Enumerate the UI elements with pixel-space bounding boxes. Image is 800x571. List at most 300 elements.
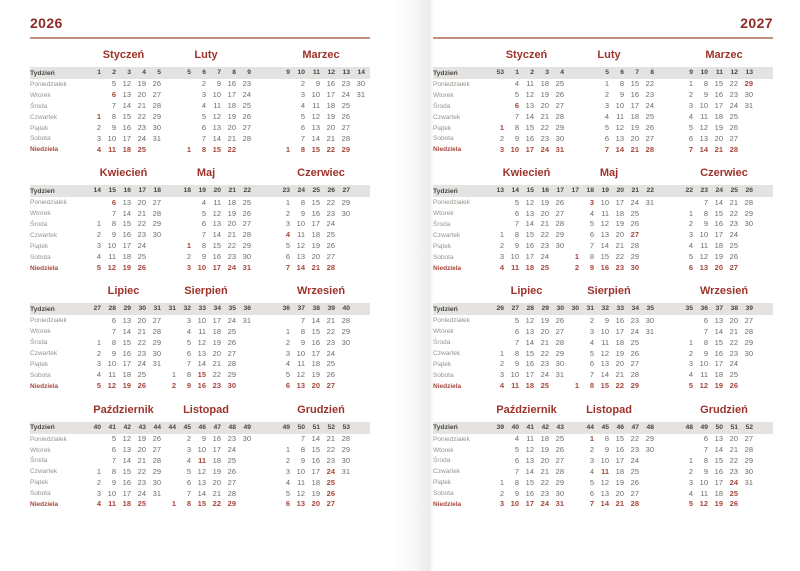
dates-group — [161, 101, 251, 111]
date-cell: 18 — [615, 466, 624, 476]
month-names-row — [433, 285, 773, 298]
date-cell: 14 — [212, 133, 221, 143]
week-number-cell: 42 — [541, 423, 549, 431]
weekday-label: Wtorek — [433, 91, 454, 99]
date-cell: 10 — [615, 101, 624, 111]
date-cell — [738, 370, 753, 380]
week-number-cell: 7 — [217, 69, 221, 76]
date-cell: 26 — [152, 434, 161, 444]
date-cell — [738, 230, 753, 240]
date-cell: 21 — [540, 219, 549, 229]
date-cell: 25 — [137, 370, 146, 380]
dates-group — [564, 370, 654, 380]
dates-group — [86, 230, 161, 240]
date-cell — [236, 145, 251, 155]
week-number-cell: 48 — [228, 423, 236, 431]
weekday-row — [30, 123, 370, 134]
dates-group — [275, 241, 367, 251]
weekday-row — [433, 488, 773, 499]
date-cell: 23 — [227, 252, 236, 262]
date-cell — [639, 478, 654, 488]
date-cell: 10 — [296, 466, 305, 476]
month-title: Wrzesień — [699, 285, 749, 298]
week-number-cell: 52 — [327, 423, 335, 431]
week-numbers — [564, 68, 654, 78]
date-cell — [161, 349, 176, 359]
dates-group — [275, 209, 367, 219]
week-numbers — [564, 423, 654, 433]
date-cell: 18 — [714, 241, 723, 251]
date-cell — [335, 230, 350, 240]
date-cell: 13 — [311, 123, 320, 132]
date-cell — [639, 219, 654, 229]
date-cell: 12 — [296, 488, 305, 498]
week-number-cell: 13 — [496, 187, 504, 195]
date-cell: 26 — [729, 123, 738, 132]
dates-group — [564, 134, 654, 144]
date-cell: 28 — [555, 337, 564, 347]
date-cell: 6 — [186, 348, 191, 358]
weekday-label: Czwartek — [30, 113, 58, 121]
date-cell: 22 — [137, 219, 146, 229]
date-cell: 10 — [296, 348, 305, 358]
week-number-cell: 10 — [297, 69, 305, 76]
date-cell: 2 — [96, 123, 101, 132]
weekday-label: Sobota — [433, 490, 454, 498]
date-cell: 29 — [630, 381, 639, 391]
date-cell — [335, 219, 350, 229]
date-cell: 30 — [341, 337, 350, 347]
dates-group — [275, 90, 367, 100]
date-cell: 11 — [601, 466, 609, 476]
date-cell: 2 — [171, 381, 176, 391]
date-cell: 26 — [326, 241, 335, 251]
week-number-cell: 50 — [715, 423, 723, 431]
week-number-cell: 6 — [620, 69, 624, 76]
date-cell: 31 — [555, 370, 564, 380]
week-number-cell: 30 — [571, 305, 579, 313]
date-cell — [146, 263, 161, 273]
weekday-label: Wtorek — [30, 328, 51, 336]
date-cell: 22 — [137, 112, 146, 122]
weekday-label: Piątek — [30, 479, 49, 487]
date-cell: 18 — [326, 101, 335, 111]
date-cell: 24 — [227, 315, 236, 325]
date-cell: 7 — [604, 144, 609, 154]
date-cell: 5 — [201, 112, 206, 122]
date-cell: 18 — [122, 370, 131, 380]
date-cell: 18 — [615, 337, 624, 347]
week-number-cell: 17 — [556, 187, 564, 195]
date-cell — [564, 338, 579, 348]
date-cell: 10 — [510, 252, 519, 262]
weekday-label: Poniedziałek — [30, 435, 67, 443]
date-cell: 17 — [122, 488, 131, 498]
dates-group — [86, 445, 161, 455]
date-cell: 17 — [122, 359, 131, 369]
weekday-label: Sobota — [30, 490, 51, 498]
date-cell: 26 — [555, 90, 564, 100]
date-cell: 28 — [341, 434, 350, 444]
date-cell: 2 — [499, 359, 504, 369]
date-cell: 10 — [212, 90, 221, 100]
date-cell: 16 — [122, 123, 131, 132]
dates-group — [86, 381, 161, 391]
weekday-label: Czwartek — [433, 113, 461, 121]
year-title-right: 2027 — [740, 15, 773, 31]
dates-group — [564, 467, 654, 477]
date-cell: 27 — [630, 488, 639, 498]
date-cell: 15 — [525, 230, 534, 240]
date-cell: 13 — [122, 90, 131, 100]
date-cell: 26 — [555, 315, 564, 325]
date-cell: 13 — [525, 101, 534, 111]
date-cell: 6 — [589, 359, 594, 369]
date-cell: 17 — [525, 370, 534, 380]
week-number-cell: 12 — [327, 69, 335, 76]
date-cell — [738, 263, 753, 273]
date-cell: 20 — [540, 326, 549, 336]
date-cell: 29 — [242, 241, 251, 251]
dates-group — [275, 263, 367, 273]
date-cell: 3 — [186, 263, 191, 273]
date-cell: 11 — [700, 488, 708, 498]
date-cell — [549, 381, 564, 391]
year-rule-right — [433, 37, 773, 39]
date-cell: 25 — [555, 79, 564, 89]
weekday-row — [30, 252, 370, 263]
date-cell: 9 — [703, 466, 708, 476]
date-cell: 12 — [311, 112, 320, 122]
weekday-row — [30, 241, 370, 252]
date-cell: 20 — [137, 445, 146, 455]
date-cell: 12 — [600, 219, 609, 229]
date-cell: 12 — [699, 499, 708, 509]
date-cell: 29 — [341, 144, 350, 154]
week-numbers — [678, 423, 770, 433]
date-cell: 10 — [510, 370, 519, 380]
date-cell: 6 — [589, 488, 594, 498]
week-number-cell: 34 — [631, 305, 639, 313]
date-cell: 7 — [703, 197, 708, 207]
weekday-label: Środa — [433, 220, 451, 228]
date-cell: 12 — [699, 381, 708, 391]
date-cell — [738, 123, 753, 133]
date-cell: 21 — [326, 315, 335, 325]
date-cell: 13 — [600, 230, 609, 240]
date-cell: 13 — [714, 434, 723, 444]
date-cell: 25 — [326, 359, 335, 369]
weekday-row — [433, 445, 773, 456]
date-cell: 27 — [555, 326, 564, 336]
date-cell: 10 — [296, 219, 305, 229]
date-cell — [335, 489, 350, 499]
date-cell: 6 — [589, 230, 594, 240]
date-cell: 22 — [540, 123, 549, 132]
week-number-cell: 44 — [586, 423, 594, 431]
date-cell: 6 — [688, 263, 693, 273]
date-cell: 14 — [615, 144, 624, 154]
date-cell: 26 — [729, 381, 738, 391]
date-cell — [489, 467, 504, 477]
date-cell — [639, 489, 654, 499]
week-numbers — [564, 186, 654, 196]
week-number-cell: 18 — [586, 187, 594, 195]
weekday-row — [30, 101, 370, 112]
date-cell: 28 — [152, 208, 161, 218]
date-cell — [489, 316, 504, 326]
weekday-label: Środa — [433, 457, 451, 465]
date-cell: 23 — [630, 315, 639, 325]
date-cell: 2 — [186, 434, 191, 444]
date-cell: 26 — [326, 488, 335, 498]
date-cell: 31 — [242, 263, 251, 273]
date-cell: 2 — [285, 337, 290, 347]
date-cell — [236, 499, 251, 509]
date-cell: 23 — [540, 133, 549, 143]
month-title: Październik — [496, 403, 557, 416]
date-cell: 25 — [137, 252, 146, 262]
date-cell: 9 — [201, 252, 206, 262]
date-cell: 17 — [525, 144, 534, 154]
date-cell — [236, 445, 251, 455]
dates-group — [678, 338, 770, 348]
date-cell: 25 — [729, 488, 738, 498]
date-cell: 19 — [630, 123, 639, 132]
date-cell: 9 — [315, 79, 320, 89]
date-cell: 5 — [111, 434, 116, 444]
dates-group — [564, 198, 654, 208]
date-cell: 26 — [630, 219, 639, 229]
quarter-block — [30, 285, 370, 391]
date-cell: 6 — [703, 315, 708, 325]
dates-group — [489, 349, 564, 359]
weekday-label: Sobota — [30, 253, 51, 261]
date-cell: 6 — [285, 499, 290, 509]
date-cell: 15 — [714, 79, 723, 89]
date-cell: 30 — [744, 219, 753, 229]
date-cell — [86, 90, 101, 100]
week-number-cell: 32 — [183, 305, 191, 313]
weekday-label: Niedziela — [30, 264, 59, 272]
date-cell — [161, 327, 176, 337]
week-number-cell: 33 — [616, 305, 624, 313]
month-title: Marzec — [705, 49, 743, 61]
date-cell: 1 — [171, 370, 176, 380]
date-cell: 11 — [700, 370, 708, 380]
date-cell: 20 — [540, 101, 549, 111]
week-band-row — [30, 303, 370, 315]
date-cell: 16 — [600, 263, 609, 273]
date-cell — [639, 499, 654, 509]
date-cell: 14 — [311, 315, 320, 325]
date-cell — [564, 316, 579, 326]
date-cell: 3 — [96, 359, 101, 369]
date-cell: 30 — [356, 79, 365, 89]
date-cell: 25 — [242, 101, 251, 111]
date-cell: 9 — [186, 381, 191, 391]
date-cell: 6 — [703, 434, 708, 444]
date-cell: 27 — [630, 359, 639, 369]
dates-group — [161, 209, 251, 219]
dates-group — [489, 489, 564, 499]
weekday-label: Sobota — [433, 135, 454, 143]
dates-group — [275, 489, 367, 499]
date-cell: 18 — [212, 326, 221, 336]
date-cell: 13 — [600, 359, 609, 369]
date-cell: 12 — [212, 208, 221, 218]
week-number-cell: 47 — [213, 423, 221, 431]
date-cell: 14 — [525, 112, 534, 122]
month-title: Czerwiec — [700, 167, 748, 180]
date-cell: 10 — [600, 197, 609, 207]
date-cell: 19 — [212, 466, 221, 476]
date-cell: 24 — [137, 359, 146, 369]
date-cell: 8 — [604, 434, 609, 444]
dates-group — [678, 79, 770, 89]
weekday-row — [30, 326, 370, 337]
date-cell: 16 — [630, 90, 639, 100]
date-cell — [161, 467, 176, 477]
weekday-row — [433, 79, 773, 90]
dates-group — [489, 90, 564, 100]
week-number-cell: 37 — [297, 305, 305, 313]
dates-group — [678, 467, 770, 477]
weekday-row — [433, 315, 773, 326]
weekday-row — [30, 337, 370, 348]
dates-group — [161, 381, 251, 391]
date-cell: 27 — [242, 219, 251, 229]
dates-group — [564, 327, 654, 337]
weekday-row — [433, 370, 773, 381]
date-cell: 7 — [514, 337, 519, 347]
dates-group — [86, 327, 161, 337]
date-cell: 21 — [212, 359, 221, 369]
date-cell: 18 — [714, 370, 723, 380]
dates-group — [275, 112, 367, 122]
date-cell: 6 — [514, 101, 519, 111]
date-cell: 11 — [511, 381, 519, 391]
dates-group — [564, 252, 654, 262]
dates-group — [275, 79, 367, 89]
dates-group — [564, 241, 654, 251]
date-cell: 2 — [285, 208, 290, 218]
date-cell: 17 — [212, 315, 221, 325]
date-cell: 21 — [212, 488, 221, 498]
month-title: Sierpień — [184, 285, 228, 298]
weekday-label: Wtorek — [433, 328, 454, 336]
date-cell: 25 — [137, 499, 146, 509]
date-cell: 11 — [108, 144, 116, 154]
date-cell: 11 — [297, 477, 305, 487]
date-cell: 20 — [137, 90, 146, 100]
dates-group — [489, 263, 564, 273]
dates-group — [489, 381, 564, 391]
dates-group — [86, 134, 161, 144]
dates-group — [678, 263, 770, 273]
month-title: Czerwiec — [297, 167, 345, 180]
date-cell: 22 — [326, 445, 335, 455]
date-cell: 22 — [326, 326, 335, 336]
date-cell: 31 — [744, 101, 753, 111]
date-cell: 6 — [201, 123, 206, 132]
dates-group — [564, 434, 654, 444]
date-cell: 5 — [514, 197, 519, 207]
date-cell: 1 — [96, 112, 101, 122]
date-cell: 22 — [227, 241, 236, 251]
weekday-label: Poniedziałek — [433, 435, 470, 443]
date-cell: 23 — [729, 219, 738, 229]
sunday-row — [30, 263, 370, 274]
date-cell: 10 — [699, 477, 708, 487]
date-cell: 29 — [152, 219, 161, 229]
date-cell: 4 — [589, 337, 594, 347]
weekday-label: Sobota — [30, 371, 51, 379]
week-number-cell: 3 — [127, 69, 131, 76]
dates-group — [275, 101, 367, 111]
date-cell: 30 — [152, 123, 161, 132]
date-cell — [146, 241, 161, 251]
dates-group — [678, 252, 770, 262]
date-cell: 5 — [96, 263, 101, 273]
date-cell: 1 — [574, 252, 579, 262]
date-cell: 31 — [152, 488, 161, 498]
week-number-cell: 29 — [123, 305, 131, 313]
date-cell: 16 — [311, 455, 320, 465]
date-cell: 10 — [699, 101, 708, 111]
dates-group — [489, 434, 564, 444]
week-number-cell: 10 — [700, 69, 708, 76]
date-cell: 6 — [604, 133, 609, 143]
sunday-row — [30, 144, 370, 155]
date-cell: 10 — [510, 499, 519, 509]
date-cell: 18 — [212, 455, 221, 465]
date-cell: 5 — [589, 348, 594, 358]
week-number-cell: 20 — [616, 187, 624, 195]
date-cell: 26 — [137, 263, 146, 273]
date-cell — [335, 359, 350, 369]
weekday-label: Niedziela — [30, 500, 59, 508]
week-number-cell: 3 — [545, 69, 549, 76]
date-cell: 30 — [555, 133, 564, 143]
date-cell: 28 — [630, 241, 639, 251]
dates-group — [161, 263, 251, 273]
date-cell: 22 — [137, 466, 146, 476]
date-cell: 5 — [589, 477, 594, 487]
week-number-cell: 53 — [342, 423, 350, 431]
weekday-row — [30, 315, 370, 326]
date-cell: 28 — [555, 466, 564, 476]
date-cell: 17 — [212, 445, 221, 455]
date-cell: 13 — [699, 263, 708, 273]
year-grid-2027 — [433, 49, 773, 510]
date-cell: 20 — [714, 263, 723, 273]
date-cell: 1 — [285, 445, 290, 455]
date-cell: 27 — [729, 133, 738, 143]
date-cell: 6 — [514, 208, 519, 218]
date-cell — [146, 145, 161, 155]
date-cell: 6 — [285, 381, 290, 391]
date-cell: 29 — [227, 499, 236, 509]
dates-group — [86, 316, 161, 326]
weekday-row — [30, 230, 370, 241]
date-cell: 7 — [589, 499, 594, 509]
date-cell: 10 — [197, 315, 206, 325]
month-title: Lipiec — [510, 285, 543, 298]
dates-group — [161, 338, 251, 348]
date-cell: 26 — [137, 381, 146, 391]
date-cell: 29 — [341, 445, 350, 455]
